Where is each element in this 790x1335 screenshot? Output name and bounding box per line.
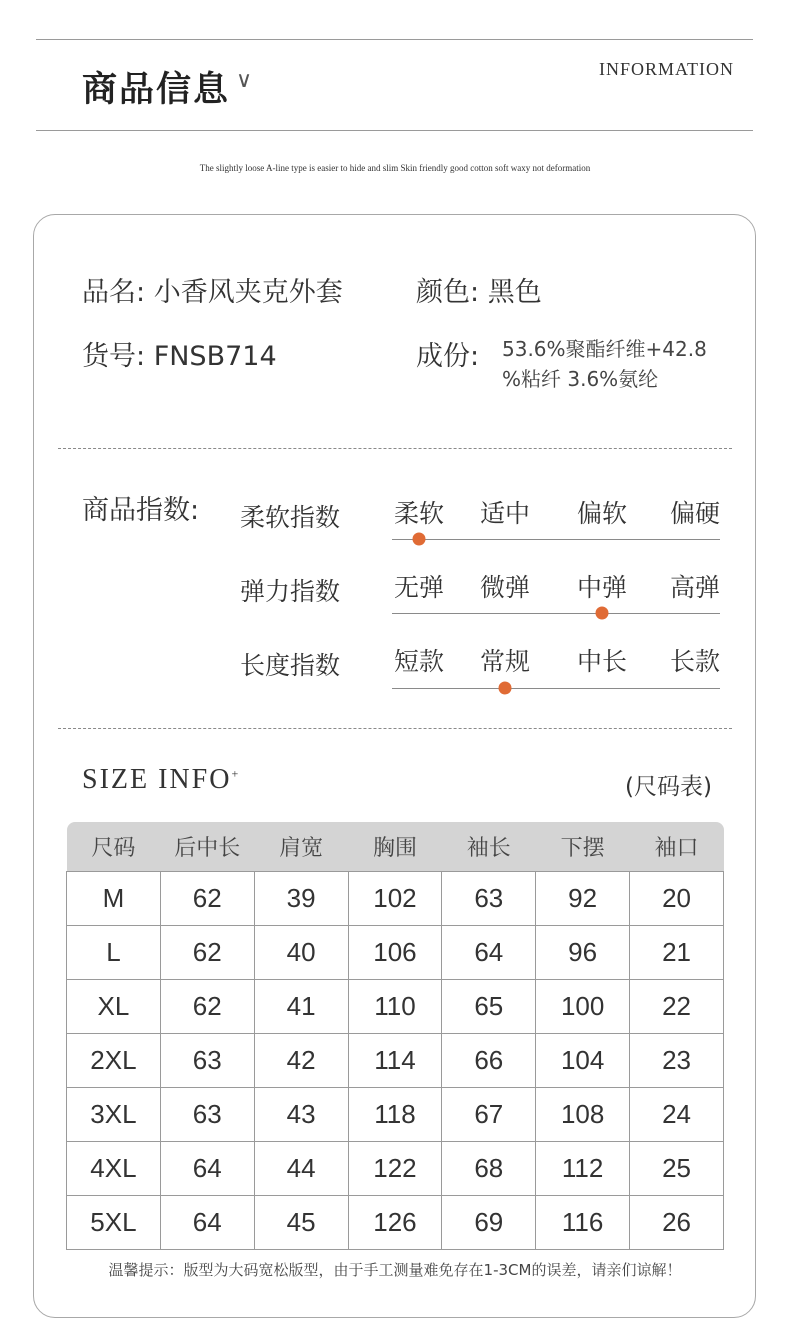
table-cell: 3XL (67, 1088, 161, 1142)
product-color-label: 颜色: (416, 277, 480, 308)
table-cell: 63 (160, 1088, 254, 1142)
table-cell: 114 (348, 1034, 442, 1088)
table-cell: 116 (536, 1196, 630, 1250)
size-note: 温馨提示：版型为大码宽松版型，由于手工测量难免存在1-3CM的误差，请亲们谅解！ (108, 1261, 682, 1279)
table-row (67, 926, 724, 980)
table-cell: 62 (160, 926, 254, 980)
table-row (67, 1142, 724, 1196)
table-cell: 63 (442, 872, 536, 926)
index-option: 长款 (669, 647, 721, 676)
product-sku-value: FNSB714 (153, 341, 277, 372)
index-name: 柔软指数 (240, 503, 341, 532)
size-info-title-text: SIZE INFO (82, 764, 232, 795)
table-cell: 44 (254, 1142, 348, 1196)
index-option: 中长 (576, 647, 628, 676)
table-cell: 21 (630, 926, 724, 980)
table-cell: 23 (630, 1034, 724, 1088)
product-composition-value (502, 334, 707, 394)
table-cell: 106 (348, 926, 442, 980)
product-color (416, 270, 542, 309)
size-info-subtitle: (尺码表) (625, 774, 712, 800)
bottom-rule (36, 130, 753, 131)
table-cell: 66 (442, 1034, 536, 1088)
index-name: 长度指数 (240, 651, 341, 680)
index-track (392, 688, 720, 689)
table-cell: 96 (536, 926, 630, 980)
table-cell: 100 (536, 980, 630, 1034)
table-cell: 40 (254, 926, 348, 980)
product-composition-label: 成份: (416, 341, 480, 372)
table-cell: 43 (254, 1088, 348, 1142)
product-name-label: 品名: (82, 277, 146, 308)
size-table-header-cell: 袖口 (630, 822, 724, 872)
index-name: 弹力指数 (240, 577, 341, 606)
index-option: 中弹 (576, 573, 628, 602)
index-option: 高弹 (669, 573, 721, 602)
index-option: 偏软 (576, 499, 628, 528)
size-table-header-cell: 袖长 (442, 822, 536, 872)
table-cell: 25 (630, 1142, 724, 1196)
tagline: The slightly loose A-line type is easier to hide and slim Skin friendly good cotton soft waxy not deformation (199, 163, 591, 173)
table-cell: 67 (442, 1088, 536, 1142)
table-cell: 102 (348, 872, 442, 926)
divider (58, 448, 732, 449)
size-table-body (67, 872, 724, 1250)
table-cell: 41 (254, 980, 348, 1034)
table-cell: 5XL (67, 1196, 161, 1250)
table-cell: 62 (160, 872, 254, 926)
index-marker (596, 607, 609, 620)
table-cell: M (67, 872, 161, 926)
index-marker (499, 682, 512, 695)
table-cell: 45 (254, 1196, 348, 1250)
table-cell: 92 (536, 872, 630, 926)
composition-line-2: %粘纤 3.6%氨纶 (502, 367, 659, 391)
size-table-header-cell: 后中长 (160, 822, 254, 872)
chevron-down-icon: ∨ (236, 68, 253, 93)
table-cell: 118 (348, 1088, 442, 1142)
index-marker (413, 533, 426, 546)
section-title: 商品信息 (82, 70, 231, 110)
table-cell: 122 (348, 1142, 442, 1196)
table-cell: 64 (160, 1196, 254, 1250)
table-row (67, 1088, 724, 1142)
table-row (67, 980, 724, 1034)
index-option: 短款 (393, 647, 445, 676)
product-sku (82, 334, 277, 373)
size-table-header-cell: 下摆 (536, 822, 630, 872)
table-cell: 64 (442, 926, 536, 980)
indices-heading: 商品指数: (82, 495, 200, 526)
table-cell: 24 (630, 1088, 724, 1142)
size-table (66, 822, 724, 1250)
product-name-value: 小香风夹克外套 (153, 277, 343, 308)
size-table-header-cell: 尺码 (67, 822, 161, 872)
table-cell: 2XL (67, 1034, 161, 1088)
index-option: 偏硬 (669, 499, 721, 528)
table-cell: 69 (442, 1196, 536, 1250)
table-cell: 112 (536, 1142, 630, 1196)
top-rule (36, 39, 753, 40)
index-option: 微弹 (479, 573, 531, 602)
table-row (67, 1034, 724, 1088)
table-cell: 39 (254, 872, 348, 926)
section-title-en: INFORMATION (598, 59, 734, 79)
size-info-title (82, 764, 240, 796)
table-cell: 68 (442, 1142, 536, 1196)
table-cell: 20 (630, 872, 724, 926)
index-option: 常规 (479, 647, 531, 676)
table-row (67, 872, 724, 926)
table-cell: 104 (536, 1034, 630, 1088)
table-cell: XL (67, 980, 161, 1034)
product-name (82, 270, 343, 309)
divider (58, 728, 732, 729)
table-cell: 4XL (67, 1142, 161, 1196)
table-cell: 110 (348, 980, 442, 1034)
table-cell: 42 (254, 1034, 348, 1088)
table-cell: 108 (536, 1088, 630, 1142)
index-option: 无弹 (393, 573, 445, 602)
size-table-header-cell: 肩宽 (254, 822, 348, 872)
product-color-value: 黑色 (487, 277, 542, 308)
table-cell: 26 (630, 1196, 724, 1250)
index-track (392, 539, 720, 540)
index-option: 适中 (479, 499, 531, 528)
product-sku-label: 货号: (82, 341, 146, 372)
table-row (67, 1196, 724, 1250)
size-table-header (67, 822, 724, 872)
size-table-header-cell: 胸围 (348, 822, 442, 872)
table-cell: 64 (160, 1142, 254, 1196)
composition-line-1: 53.6%聚酯纤维+42.8 (502, 337, 707, 361)
index-track (392, 613, 720, 614)
size-info-title-mark: + (231, 766, 241, 781)
table-cell: 65 (442, 980, 536, 1034)
table-cell: L (67, 926, 161, 980)
table-cell: 62 (160, 980, 254, 1034)
table-cell: 63 (160, 1034, 254, 1088)
table-cell: 22 (630, 980, 724, 1034)
table-cell: 126 (348, 1196, 442, 1250)
index-option: 柔软 (393, 499, 445, 528)
